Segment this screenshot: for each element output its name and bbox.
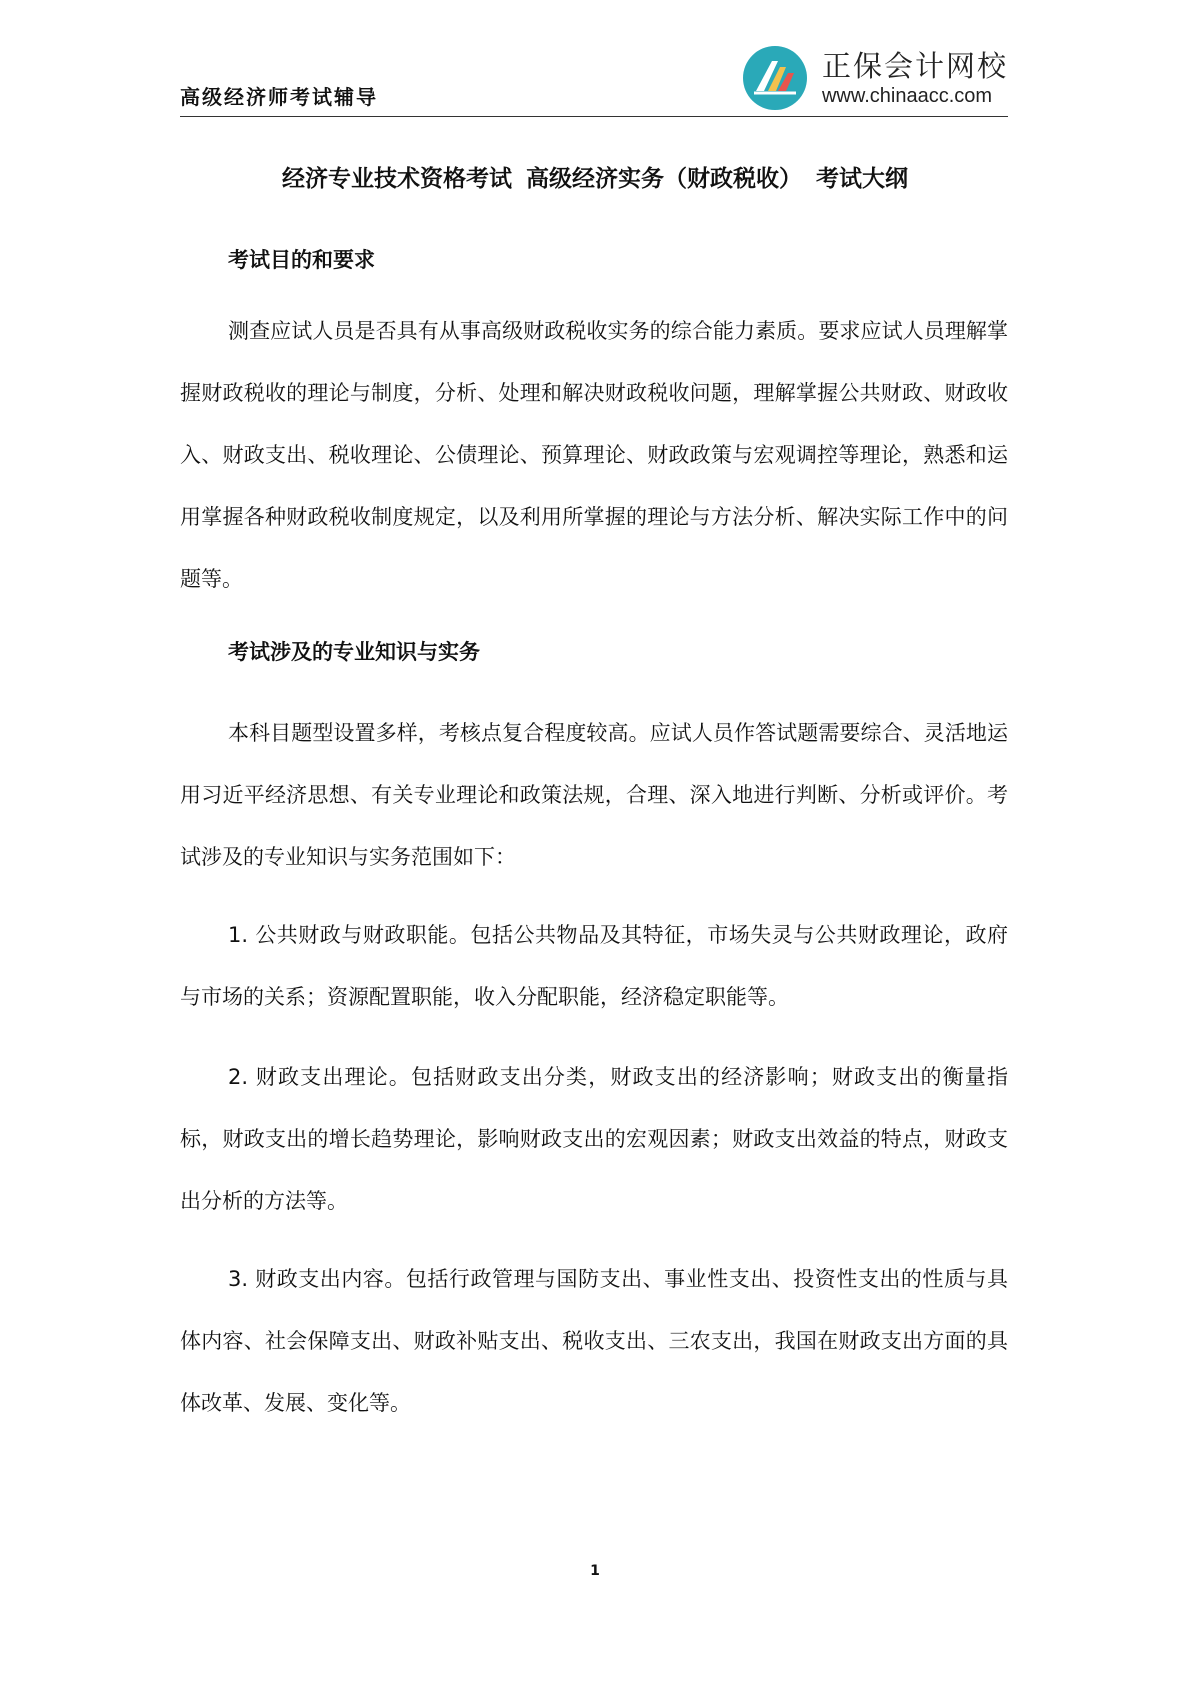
chinaacc-logo-icon (742, 45, 808, 111)
section-heading-purpose: 考试目的和要求 (228, 248, 375, 272)
page-header (180, 36, 1008, 117)
brand-text (822, 48, 1008, 108)
brand-url: www.chinaacc.com (821, 85, 993, 107)
page-number: 1 (590, 1563, 600, 1579)
brand-name: 正保会计网校 (821, 49, 1008, 83)
paragraph-item-1: 1. 公共财政与财政职能。包括公共物品及其特征，市场失灵与公共财政理论，政府与市场的关系；资源配置职能，收入分配职能，经济稳定职能等。 (180, 923, 1008, 1009)
document-title: 经济专业技术资格考试 高级经济实务（财政税收） 考试大纲 (281, 166, 908, 192)
paragraph-item-2: 2. 财政支出理论。包括财政支出分类，财政支出的经济影响；财政支出的衡量指标，财政支出的增长趋势理论，影响财政支出的宏观因素；财政支出效益的特点，财政支出分析的方法等。 (180, 1065, 1008, 1213)
paragraph-knowledge-intro: 本科目题型设置多样，考核点复合程度较高。应试人员作答试题需要综合、灵活地运用习近平经济思想、有关专业理论和政策法规，合理、深入地进行判断、分析或评价。考试涉及的专业知识与实务范围如下： (180, 721, 1008, 869)
header-course-label: 高级经济师考试辅导 (180, 85, 378, 109)
brand-logo (742, 44, 1008, 112)
paragraph-purpose: 测查应试人员是否具有从事高级财政税收实务的综合能力素质。要求应试人员理解掌握财政税收的理论与制度，分析、处理和解决财政税收问题，理解掌握公共财政、财政收入、财政支出、税收理论、公债理论、预算理论、财政政策与宏观调控等理论，熟悉和运用掌握各种财政税收制度规定，以及利用所掌握的理论与方法分析、解决实际工作中的问题等。 (180, 319, 1008, 591)
paragraph-item-3: 3. 财政支出内容。包括行政管理与国防支出、事业性支出、投资性支出的性质与具体内容、社会保障支出、财政补贴支出、税收支出、三农支出，我国在财政支出方面的具体改革、发展、变化等。 (180, 1267, 1008, 1415)
section-heading-knowledge: 考试涉及的专业知识与实务 (228, 640, 480, 664)
